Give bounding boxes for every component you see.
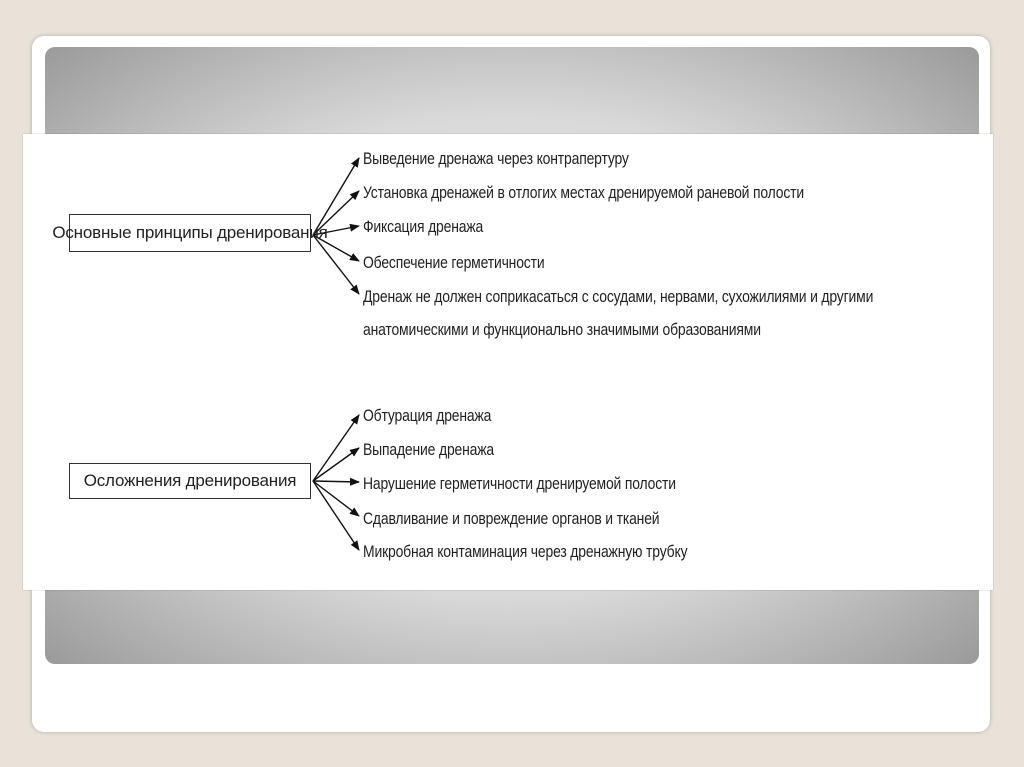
complication-arrow-4 [313,481,359,516]
group-title-principles: Основные принципы дренирования [52,223,328,242]
complication-item-2: Выпадение дренажа [363,440,495,459]
complication-arrow-1 [313,415,359,481]
diagram-panel [23,134,993,590]
group-title-complications: Осложнения дренирования [83,471,297,490]
principle-item-4: Обеспечение герметичности [363,253,545,272]
group-box-complications [69,463,311,499]
principle-item-3: Фиксация дренажа [363,217,484,236]
complication-item-4: Сдавливание и повреждение органов и тканей [363,509,660,528]
principle-item-2: Установка дренажей в отлогих местах дренируемой раневой полости [363,183,805,202]
complication-item-1: Обтурация дренажа [363,406,492,425]
group-box-principles [52,214,328,252]
complication-item-5: Микробная контаминация через дренажную трубку [363,542,688,561]
principle-item-5: Дренаж не должен соприкасаться с сосудами, нервами, сухожилиями и другими [363,287,874,306]
complication-item-3: Нарушение герметичности дренируемой полости [363,474,676,493]
principle-item-5-continued: анатомическими и функционально значимыми образованиями [363,320,761,339]
principle-arrow-5 [313,235,359,294]
complication-arrow-3 [313,481,359,482]
complication-arrow-2 [313,448,359,481]
complication-arrow-5 [313,481,359,550]
principle-item-1: Выведение дренажа через контрапертуру [363,149,629,168]
